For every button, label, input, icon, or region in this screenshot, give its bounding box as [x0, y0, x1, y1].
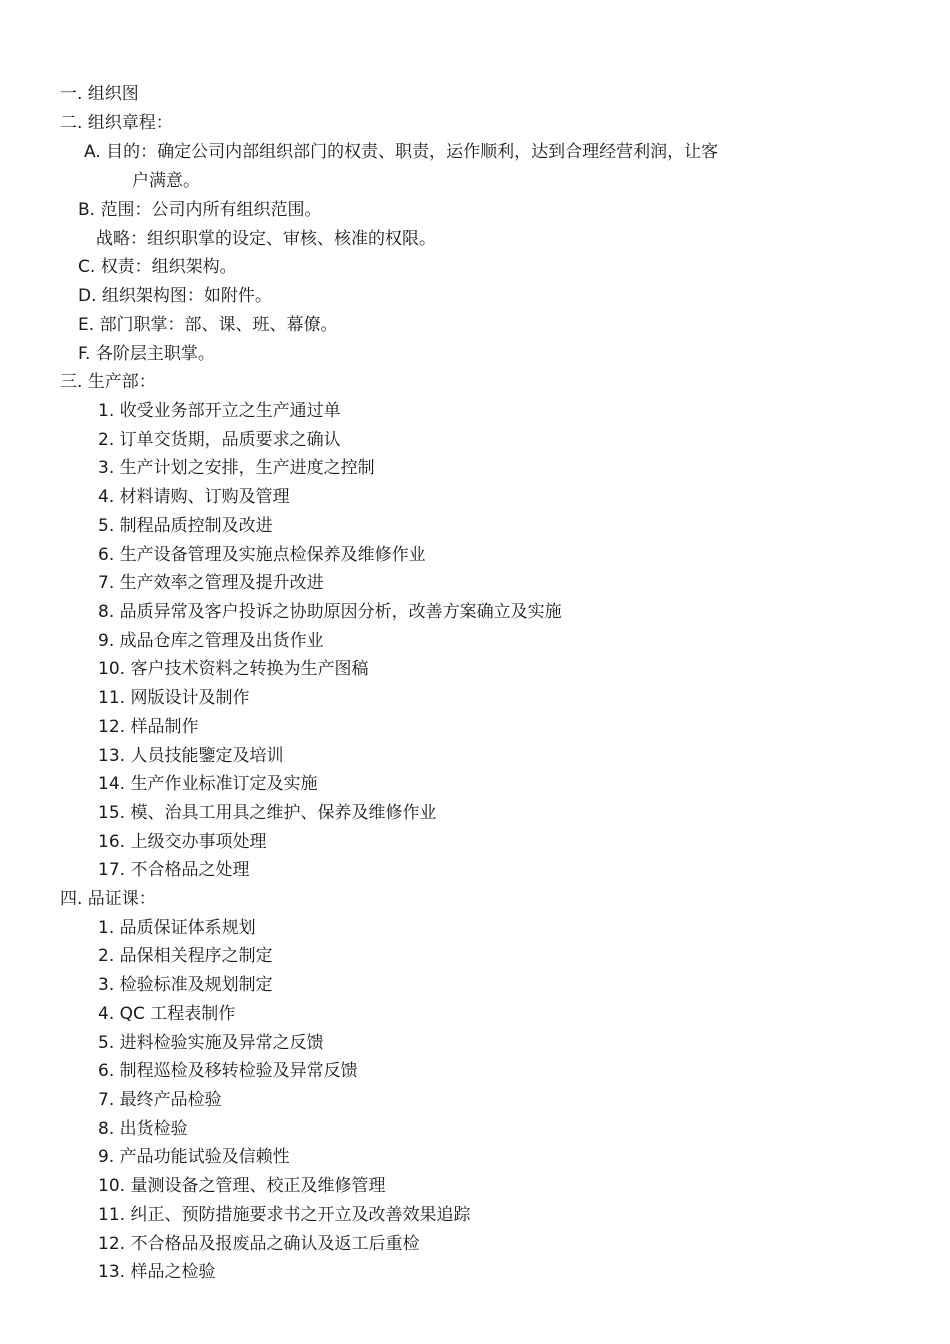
item-text: 材料请购、订购及管理 [119, 487, 290, 507]
item-number: 3. [98, 458, 115, 478]
list-item [98, 830, 266, 854]
item-number: 4. [98, 487, 115, 507]
item-text: 战略：组织职掌的设定、审核、核准的权限。 [96, 229, 436, 249]
item-text: 制程品质控制及改进 [119, 516, 273, 536]
list-item [98, 1031, 324, 1055]
item-marker: F. [78, 344, 91, 364]
item-text: 组织架构图：如附件。 [101, 286, 272, 306]
item-number: 8. [98, 602, 115, 622]
list-item [98, 1117, 188, 1141]
item-text: 品质保证体系规划 [119, 918, 256, 938]
item-text: 品质异常及客户投诉之协助原因分析，改善方案确立及实施 [119, 602, 562, 622]
item-text: 权责：组织架构。 [100, 257, 237, 277]
item-number: 1. [98, 918, 115, 938]
list-item [98, 1059, 358, 1083]
item-number: 5. [98, 1033, 115, 1053]
item-marker: C. [78, 257, 96, 277]
item-number: 7. [98, 1090, 115, 1110]
item-number: 12. [98, 717, 126, 737]
list-item [98, 399, 341, 423]
item-marker: D. [78, 286, 97, 306]
item-number: 5. [98, 516, 115, 536]
item-number: 6. [98, 1061, 115, 1081]
list-item [78, 284, 272, 308]
list-item [78, 198, 321, 222]
list-item [98, 916, 256, 940]
list-item [98, 973, 273, 997]
list-item [98, 657, 368, 681]
item-number: 6. [98, 545, 115, 565]
item-number: 11. [98, 688, 126, 708]
item-text: 生产计划之安排，生产进度之控制 [119, 458, 375, 478]
item-text: 生产效率之管理及提升改进 [119, 573, 324, 593]
item-number: 8. [98, 1119, 115, 1139]
item-number: 1. [98, 401, 115, 421]
item-text: 目的：确定公司内部组织部门的权责、职责，运作顺利，达到合理经营利润，让客 [106, 142, 719, 162]
section-title-org-chart: 一. 组织图 [60, 84, 139, 104]
item-number: 10. [98, 1176, 126, 1196]
section-title-production: 三. 生产部： [60, 372, 156, 392]
item-text: 最终产品检验 [119, 1090, 222, 1110]
item-number: 7. [98, 573, 115, 593]
item-number: 12. [98, 1234, 126, 1254]
item-text: 样品制作 [130, 717, 199, 737]
item-text: 订单交货期，品质要求之确认 [119, 430, 341, 450]
item-text: 部门职掌：部、课、班、幕僚。 [99, 315, 338, 335]
item-number: 11. [98, 1205, 126, 1225]
item-text: 不合格品之处理 [130, 860, 250, 880]
list-item [84, 140, 718, 164]
item-text: 各阶层主职掌。 [95, 344, 215, 364]
list-item [98, 744, 283, 768]
item-number: 2. [98, 946, 115, 966]
item-text: 产品功能试验及信赖性 [119, 1147, 290, 1167]
list-item [98, 1088, 222, 1112]
list-item [98, 686, 249, 710]
item-text: 客户技术资料之转换为生产图稿 [130, 659, 369, 679]
section-title-quality-assurance: 四. 品证课： [60, 889, 156, 909]
list-item [98, 1260, 215, 1284]
item-text: 出货检验 [119, 1119, 188, 1139]
item-text: 网版设计及制作 [130, 688, 250, 708]
item-text: 范围：公司内所有组织范围。 [100, 200, 322, 220]
item-number: 9. [98, 631, 115, 651]
item-text: 纠正、预防措施要求书之开立及改善效果追踪 [130, 1205, 471, 1225]
item-number: 17. [98, 860, 126, 880]
list-item [78, 313, 338, 337]
item-number: 14. [98, 774, 126, 794]
item-number: 13. [98, 1262, 126, 1282]
item-text: 检验标准及规划制定 [119, 975, 273, 995]
section-title-org-charter: 二. 组织章程： [60, 113, 173, 133]
list-item [98, 1145, 290, 1169]
item-marker: E. [78, 315, 95, 335]
list-item [78, 342, 215, 366]
item-text: 进料检验实施及异常之反馈 [119, 1033, 324, 1053]
list-item [98, 944, 273, 968]
list-item [98, 801, 436, 825]
item-text: 样品之检验 [130, 1262, 216, 1282]
item-number: 13. [98, 746, 126, 766]
item-number: 10. [98, 659, 126, 679]
list-item [98, 485, 290, 509]
list-item [98, 772, 317, 796]
item-text: 上级交办事项处理 [130, 832, 267, 852]
item-text: 人员技能鑒定及培训 [130, 746, 284, 766]
list-item [98, 428, 341, 452]
list-item [98, 600, 562, 624]
item-text: 模、治具工用具之维护、保养及维修作业 [130, 803, 437, 823]
list-item [98, 571, 324, 595]
item-text: 量测设备之管理、校正及维修管理 [130, 1176, 386, 1196]
item-text: 制程巡检及移转检验及异常反馈 [119, 1061, 358, 1081]
item-continuation: 户满意。 [132, 171, 200, 191]
item-text: 生产作业标准订定及实施 [130, 774, 318, 794]
item-text: 不合格品及报废品之确认及返工后重检 [130, 1234, 420, 1254]
list-item [98, 1232, 419, 1256]
item-text: 生产设备管理及实施点检保养及维修作业 [119, 545, 426, 565]
item-marker: B. [78, 200, 96, 220]
list-item [98, 1203, 470, 1227]
list-item [98, 514, 273, 538]
item-text: 成品仓库之管理及出货作业 [119, 631, 324, 651]
item-marker: A. [84, 142, 101, 162]
item-number: 9. [98, 1147, 115, 1167]
list-item [98, 715, 198, 739]
item-number: 15. [98, 803, 126, 823]
list-item [98, 543, 426, 567]
item-text: 品保相关程序之制定 [119, 946, 273, 966]
list-item [98, 1174, 385, 1198]
list-item [98, 629, 324, 653]
item-number: 16. [98, 832, 126, 852]
item-text: 收受业务部开立之生产通过单 [119, 401, 341, 421]
item-number: 4. [98, 1004, 115, 1024]
list-item [98, 456, 375, 480]
item-number: 2. [98, 430, 115, 450]
list-item [98, 1002, 235, 1026]
item-number: 3. [98, 975, 115, 995]
list-item [98, 858, 249, 882]
list-item [96, 227, 436, 251]
list-item [78, 255, 237, 279]
item-text: QC 工程表制作 [119, 1004, 236, 1024]
